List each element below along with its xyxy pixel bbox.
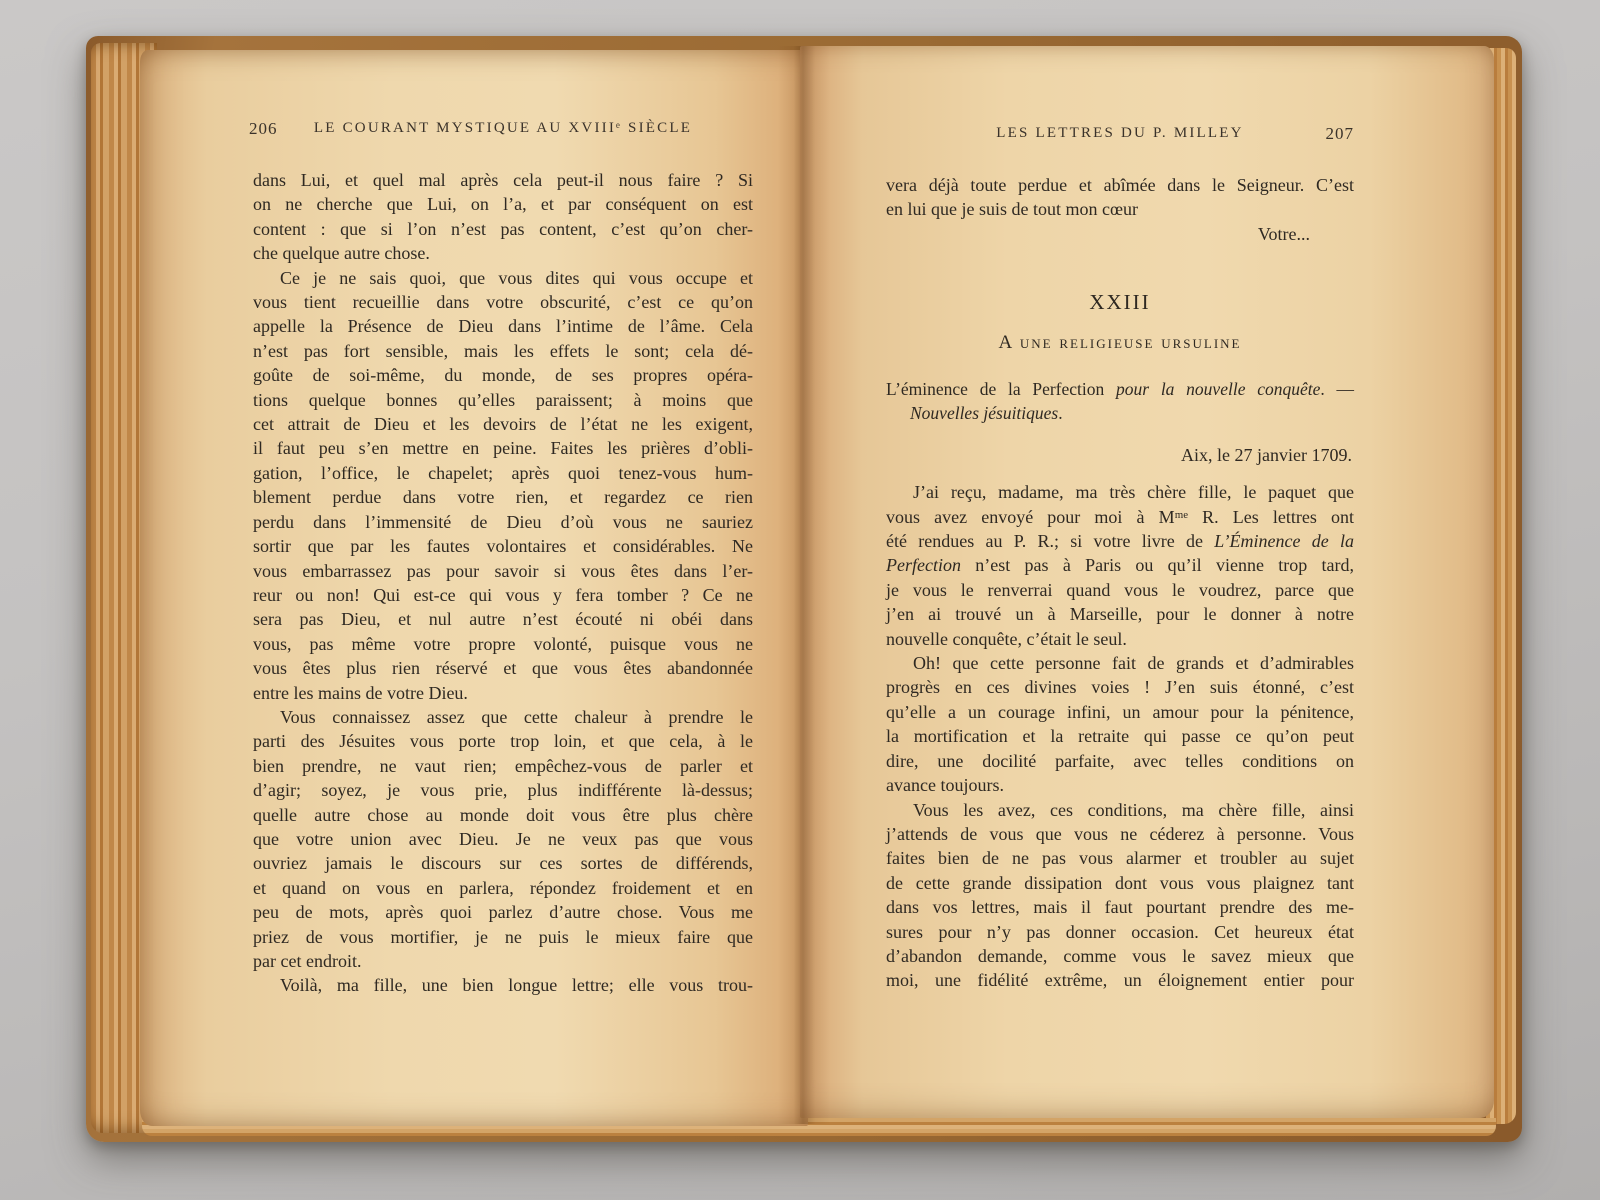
text-line: d’abandon demande, comme vous le savez mieux que (886, 945, 1354, 966)
text-line: goûte de soi-même, du monde, de ses propres opéra- (253, 365, 753, 386)
text-line: perdu dans l’immensité de Dieu d’où vous ne sauriez (253, 511, 753, 532)
right-page-number: 207 (1325, 124, 1354, 143)
paragraph (886, 798, 1354, 993)
text-line: on ne cherche que Lui, on l’a, et par conséquent on est (253, 194, 753, 215)
letter-signature: Votre... (1257, 223, 1310, 244)
text-line: Oh! que cette personne fait de grands et d’admirables (913, 653, 1354, 674)
text-line: dans Lui, et quel mal après cela peut-il nous faire ? Si (253, 170, 753, 190)
left-page-text (253, 168, 753, 998)
text-line: content : que si l’on n’est pas content, c’est qu’on cher- (253, 218, 753, 239)
chapter-number: XXIII (1089, 290, 1151, 315)
text-line: d’agir; soyez, je vous prie, plus indifférente là-dessus; (253, 780, 753, 801)
text-line: bien prendre, ne vaut rien; empêchez-vous de parler et (253, 755, 753, 776)
text-line: vous avez envoyé pour moi à Mᵐᵉ R. Les lettres ont (886, 506, 1354, 527)
text-line: sortir que par les fautes volontaires et considérables. Ne (253, 536, 753, 557)
paragraph (253, 705, 753, 973)
paragraph (886, 173, 1354, 222)
text-line: dans vos lettres, mais il faut pourtant prendre des me- (886, 897, 1354, 918)
text-line: j’attends de vous que vous ne céderez à personne. Vous (886, 823, 1354, 844)
text-line: nouvelle conquête, c’était le seul. (886, 628, 1127, 649)
text-line: sera pas Dieu, et nul autre n’est écouté ni obéi dans (253, 609, 753, 630)
text-line: moi, une fidélité extrême, un éloignement entier pour (886, 970, 1354, 991)
text-line: peu de mots, après quoi parlez d’autre chose. Vous me (253, 902, 753, 923)
letter-dateline: Aix, le 27 janvier 1709. (1181, 445, 1352, 466)
text-line: sures pour n’y pas donner occasion. Cet heureux état (886, 921, 1354, 942)
right-page-content (886, 125, 1354, 993)
left-page-header (249, 119, 753, 142)
open-book (86, 36, 1522, 1142)
text-line: que votre union avec Dieu. Je ne veux pas que vous (253, 828, 753, 849)
right-page-header (886, 125, 1354, 147)
text-line: vous êtes plus rien réservé et que vous êtes abandonnée (253, 658, 753, 679)
text-line: vera déjà toute perdue et abîmée dans le Seigneur. C’est (886, 175, 1354, 195)
text-line: tions quelque bonnes qu’elles paraissent; à moins que (253, 389, 753, 410)
left-page-content (249, 119, 753, 998)
text-line: vous embarrassez pas pour savoir si vous êtes dans l’er- (253, 560, 753, 581)
text-line: ouvriez jamais le discours sur ces sortes de différends, (253, 853, 753, 874)
text-line: la mortification et la retraite qui passe ce qu’on peut (886, 726, 1354, 747)
book-gutter (778, 46, 830, 1124)
text-line: j’en ai trouvé un à Marseille, pour le donner à notre (886, 604, 1354, 625)
text-line: priez de vous mortifier, je ne puis le mieux faire que (253, 926, 753, 947)
text-line: n’est pas fort sensible, mais les effets le sont; cela dé- (253, 340, 753, 361)
text-line: blement perdue dans votre rien, et regardez ce rien (253, 487, 753, 508)
text-line: parti des Jésuites vous porte trop loin, et que cela, à le (253, 731, 753, 752)
text-line: de cette grande dissipation dont vous vous plaignez tant (886, 872, 1354, 893)
text-line: gation, l’office, le chapelet; après quoi tenez-vous hum- (253, 462, 753, 483)
paragraph (253, 168, 753, 266)
left-running-title: LE COURANT MYSTIQUE AU XVIIIᵉ SIÈCLE (313, 120, 693, 136)
right-running-title: LES LETTRES DU P. MILLEY (996, 125, 1244, 141)
paragraph (253, 973, 753, 997)
text-line: faites bien de ne pas vous alarmer et troubler au sujet (886, 848, 1354, 869)
text-line: L’éminence de la Perfection pour la nouvelle conquête. — (886, 379, 1354, 400)
text-line: il faut peu s’en mettre en peine. Faites les prières d’obli- (253, 438, 753, 459)
text-line: quelle autre chose au monde doit vous être plus chère (253, 804, 753, 825)
text-line: avance toujours. (886, 775, 1004, 796)
text-line: Ce je ne sais quoi, que vous dites qui vous occupe et (280, 267, 753, 288)
text-line: Nouvelles jésuitiques. (910, 403, 1063, 424)
paragraph (886, 480, 1354, 651)
text-line: Vous les avez, ces conditions, ma chère fille, ainsi (913, 799, 1354, 820)
text-line: cet attrait de Dieu et les devoirs de l’état ne les exigent, (253, 414, 753, 435)
text-line: je vous le renverrai quand vous le voudrez, parce que (886, 579, 1354, 600)
text-line: J’ai reçu, madame, ma très chère fille, le paquet que (913, 482, 1354, 503)
text-line: et quand on vous en parlera, répondez froidement et en (253, 877, 753, 898)
text-line: dire, une docilité parfaite, avec telles conditions on (886, 750, 1354, 771)
text-line: Vous connaissez assez que cette chaleur à prendre le (280, 706, 753, 727)
paragraph (886, 377, 1354, 425)
text-line: entre les mains de votre Dieu. (253, 682, 468, 703)
text-line: reur ou non! Qui est-ce qui vous y fera tomber ? Ce ne (253, 584, 753, 605)
text-line: qu’elle a un courage infini, un amour pour la pénitence, (886, 701, 1354, 722)
text-line: che quelque autre chose. (253, 243, 430, 264)
text-line: vous tient recueillie dans votre obscurité, c’est ce qu’on (253, 292, 753, 313)
text-line: été rendues au P. R.; si votre livre de L’Éminence de la (886, 531, 1354, 552)
right-page-letter-text (886, 480, 1354, 993)
text-line: Perfection n’est pas à Paris ou qu’il vienne trop tard, (886, 555, 1354, 576)
chapter-argument (886, 377, 1354, 425)
chapter-title: A une religieuse ursuline (998, 332, 1242, 354)
text-line: appelle la Présence de Dieu dans l’intime de l’âme. Cela (253, 316, 753, 337)
letter-ending-text (886, 173, 1354, 222)
text-line: progrès en ces divines voies ! J’en suis étonné, c’est (886, 677, 1354, 698)
left-page-number: 206 (249, 119, 278, 138)
paragraph (886, 651, 1354, 797)
text-line: vous, pas même votre propre volonté, puisque vous ne (253, 633, 753, 654)
paragraph (253, 266, 753, 705)
text-line: en lui que je suis de tout mon cœur (886, 199, 1138, 220)
text-line: par cet endroit. (253, 951, 362, 971)
text-line: Voilà, ma fille, une bien longue lettre; elle vous trou- (280, 975, 753, 996)
